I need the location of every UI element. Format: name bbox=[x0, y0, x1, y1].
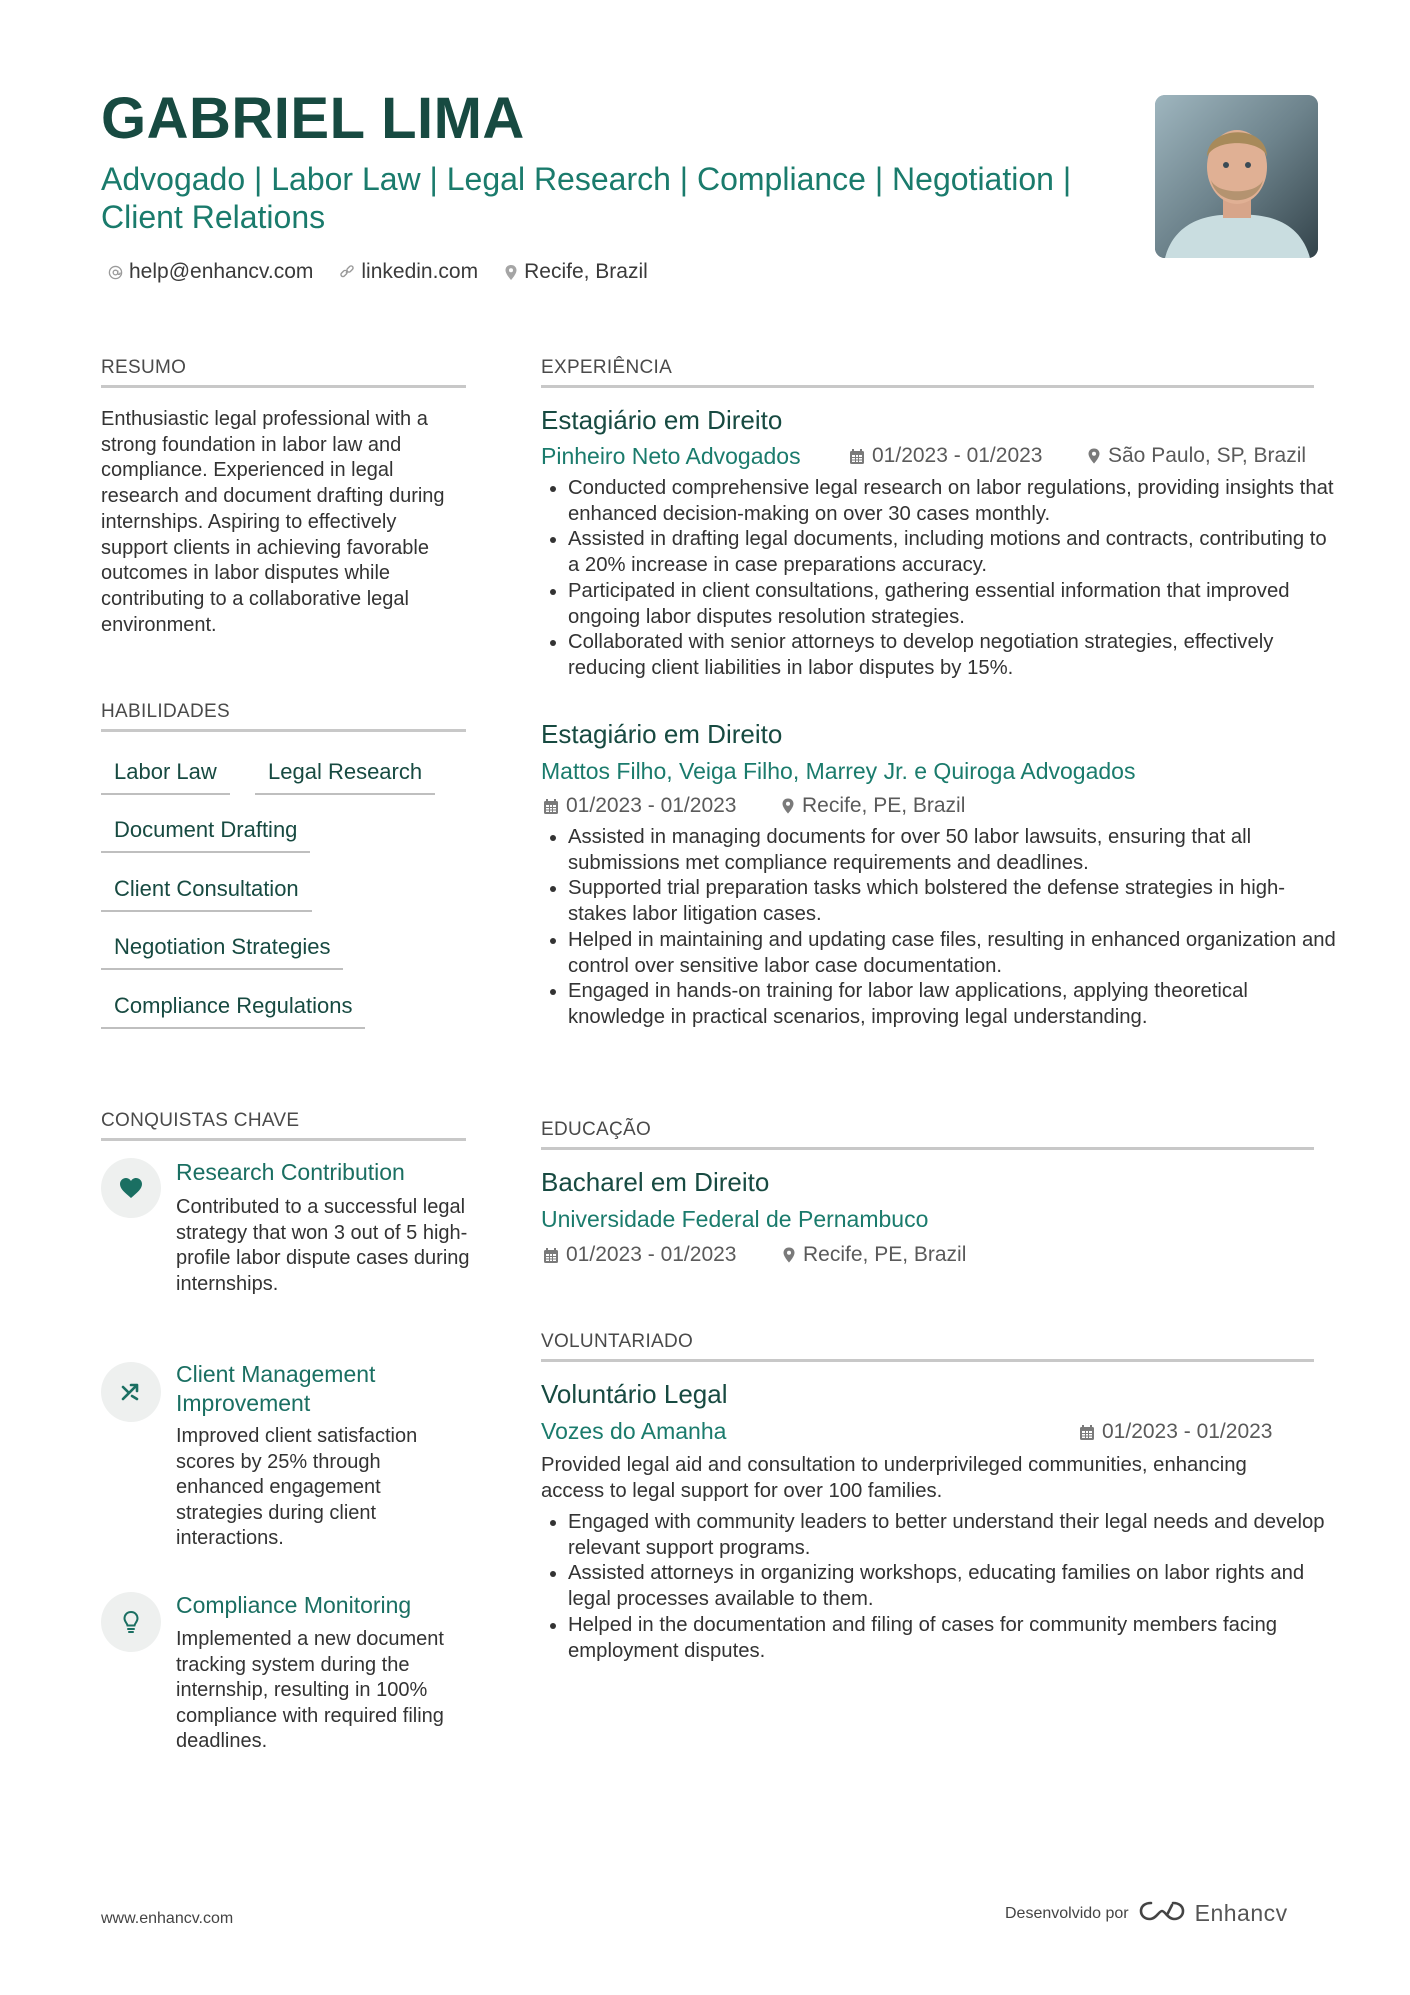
experience-dates bbox=[543, 792, 736, 820]
experience-bullets bbox=[541, 476, 1343, 682]
section-title-education: EDUCAÇÃO bbox=[541, 1119, 1314, 1150]
calendar-icon bbox=[543, 798, 559, 815]
volunteer-bullets bbox=[541, 1510, 1343, 1664]
footer-website[interactable]: www.enhancv.com bbox=[101, 1910, 234, 1927]
skill-tag: Document Drafting bbox=[101, 816, 310, 853]
contact-location bbox=[504, 260, 648, 284]
experience-location-text: São Paulo, SP, Brazil bbox=[1108, 444, 1307, 467]
bullet-item: • Participated in client consultations, gathering essential information that improved ongoing labor disputes resolution strategies. bbox=[568, 579, 1343, 630]
volunteer-dates-text: 01/2023 - 01/2023 bbox=[1102, 1420, 1273, 1443]
location-pin-icon bbox=[782, 1246, 796, 1264]
bullet-item: • Engaged in hands-on training for labor law applications, applying theoretical knowledge in practical scenarios, improving legal understanding. bbox=[568, 979, 1343, 1030]
experience-bullets bbox=[541, 825, 1343, 1031]
skill-tag: Compliance Regulations bbox=[101, 992, 365, 1029]
shuffle-icon bbox=[101, 1362, 161, 1422]
achievement-title: Research Contribution bbox=[176, 1159, 405, 1185]
section-title-summary: RESUMO bbox=[101, 357, 466, 388]
education-school: Universidade Federal de Pernambuco bbox=[541, 1206, 929, 1232]
experience-location bbox=[781, 792, 965, 820]
skill-tag: Negotiation Strategies bbox=[101, 933, 343, 970]
education-degree: Bacharel em Direito bbox=[541, 1167, 770, 1197]
location-pin-icon bbox=[504, 264, 518, 281]
section-title-achievements: CONQUISTAS CHAVE bbox=[101, 1110, 466, 1141]
experience-company: Mattos Filho, Veiga Filho, Marrey Jr. e Quiroga Advogados bbox=[541, 758, 1136, 784]
bullet-item: • Assisted in drafting legal documents, including motions and contracts, contributing to a 20% increase in case preparations accuracy. bbox=[568, 527, 1343, 578]
bullet-item: • Helped in the documentation and filing of cases for community members facing employment disputes. bbox=[568, 1613, 1343, 1664]
experience-dates-text: 01/2023 - 01/2023 bbox=[566, 794, 737, 817]
volunteer-role: Voluntário Legal bbox=[541, 1379, 728, 1409]
experience-role: Estagiário em Direito bbox=[541, 719, 783, 749]
education-dates-text: 01/2023 - 01/2023 bbox=[566, 1243, 737, 1266]
powered-by-label: Desenvolvido por bbox=[1005, 1904, 1129, 1922]
contact-email-text: help@enhancv.com bbox=[129, 260, 314, 283]
calendar-icon bbox=[543, 1247, 559, 1264]
bullet-item: • Assisted in managing documents for over 50 labor lawsuits, ensuring that all submissions met compliance requirements and deadlines. bbox=[568, 825, 1343, 876]
location-pin-icon bbox=[1087, 447, 1101, 465]
profile-photo-image bbox=[1155, 95, 1318, 258]
experience-dates-text: 01/2023 - 01/2023 bbox=[872, 444, 1043, 467]
enhancv-logo-icon bbox=[1139, 1899, 1185, 1928]
link-icon bbox=[339, 264, 355, 280]
section-title-volunteer: VOLUNTARIADO bbox=[541, 1331, 1314, 1362]
contact-linkedin-text: linkedin.com bbox=[361, 260, 479, 283]
experience-location-text: Recife, PE, Brazil bbox=[802, 794, 966, 817]
section-title-experience: EXPERIÊNCIA bbox=[541, 357, 1314, 388]
achievement-title: Client Management Improvement bbox=[176, 1361, 376, 1416]
experience-location bbox=[1087, 442, 1306, 470]
section-title-skills: HABILIDADES bbox=[101, 701, 466, 732]
footer-branding[interactable] bbox=[1005, 1899, 1288, 1928]
skill-tag: Labor Law bbox=[101, 758, 230, 795]
education-location bbox=[782, 1241, 966, 1269]
experience-role: Estagiário em Direito bbox=[541, 405, 783, 435]
bullet-item: • Supported trial preparation tasks which bolstered the defense strategies in high-stakes labor litigation cases. bbox=[568, 876, 1343, 927]
brand-name: Enhancv bbox=[1194, 1900, 1288, 1926]
bullet-item: • Collaborated with senior attorneys to develop negotiation strategies, effectively reducing client liabilities in labor disputes by 15%. bbox=[568, 630, 1343, 681]
contact-bar bbox=[108, 260, 648, 284]
summary-text: Enthusiastic legal professional with a strong foundation in labor law and compliance. Experienced in legal research and document drafting during internships. Aspiring to effectively support clients in achieving favorable outcomes in labor disputes while contributing to a collaborative legal environment. bbox=[101, 408, 445, 636]
profile-photo bbox=[1155, 95, 1318, 258]
heart-icon bbox=[101, 1158, 161, 1218]
achievement-description: Contributed to a successful legal strategy that won 3 out of 5 high-profile labor dispute cases during internships. bbox=[176, 1196, 470, 1295]
achievement-title: Compliance Monitoring bbox=[176, 1592, 412, 1618]
location-pin-icon bbox=[781, 797, 795, 815]
calendar-icon bbox=[1079, 1424, 1095, 1441]
education-dates bbox=[543, 1241, 736, 1269]
at-icon bbox=[108, 265, 123, 280]
contact-email[interactable] bbox=[108, 260, 313, 284]
skill-tag: Legal Research bbox=[255, 758, 435, 795]
achievement-description: Implemented a new document tracking system during the internship, resulting in 100% compliance with required filing deadlines. bbox=[176, 1628, 444, 1752]
skill-tag: Client Consultation bbox=[101, 875, 312, 912]
calendar-icon bbox=[849, 448, 865, 465]
volunteer-dates bbox=[1079, 1418, 1272, 1446]
volunteer-organization: Vozes do Amanha bbox=[541, 1418, 727, 1444]
bullet-item: • Engaged with community leaders to better understand their legal needs and develop relevant support programs. bbox=[568, 1510, 1343, 1561]
lightbulb-icon bbox=[101, 1592, 161, 1652]
contact-linkedin[interactable] bbox=[339, 260, 478, 284]
headline: Advogado | Labor Law | Legal Research | Compliance | Negotiation | Client Relations bbox=[101, 161, 1072, 235]
contact-location-text: Recife, Brazil bbox=[524, 260, 648, 283]
experience-dates bbox=[849, 442, 1042, 470]
bullet-item: • Helped in maintaining and updating case files, resulting in enhanced organization and control over sensitive labor case documentation. bbox=[568, 928, 1343, 979]
experience-company: Pinheiro Neto Advogados bbox=[541, 443, 801, 469]
achievement-description: Improved client satisfaction scores by 25% through enhanced engagement strategies during client interactions. bbox=[176, 1425, 418, 1549]
education-location-text: Recife, PE, Brazil bbox=[803, 1243, 967, 1266]
bullet-item: • Conducted comprehensive legal research on labor regulations, providing insights that enhanced decision-making on over 30 cases monthly. bbox=[568, 476, 1343, 527]
volunteer-description: Provided legal aid and consultation to underprivileged communities, enhancing access to legal support for over 100 families. bbox=[541, 1454, 1247, 1502]
candidate-name: GABRIEL LIMA bbox=[101, 86, 525, 151]
bullet-item: • Assisted attorneys in organizing workshops, educating families on labor rights and legal processes available to them. bbox=[568, 1561, 1343, 1612]
